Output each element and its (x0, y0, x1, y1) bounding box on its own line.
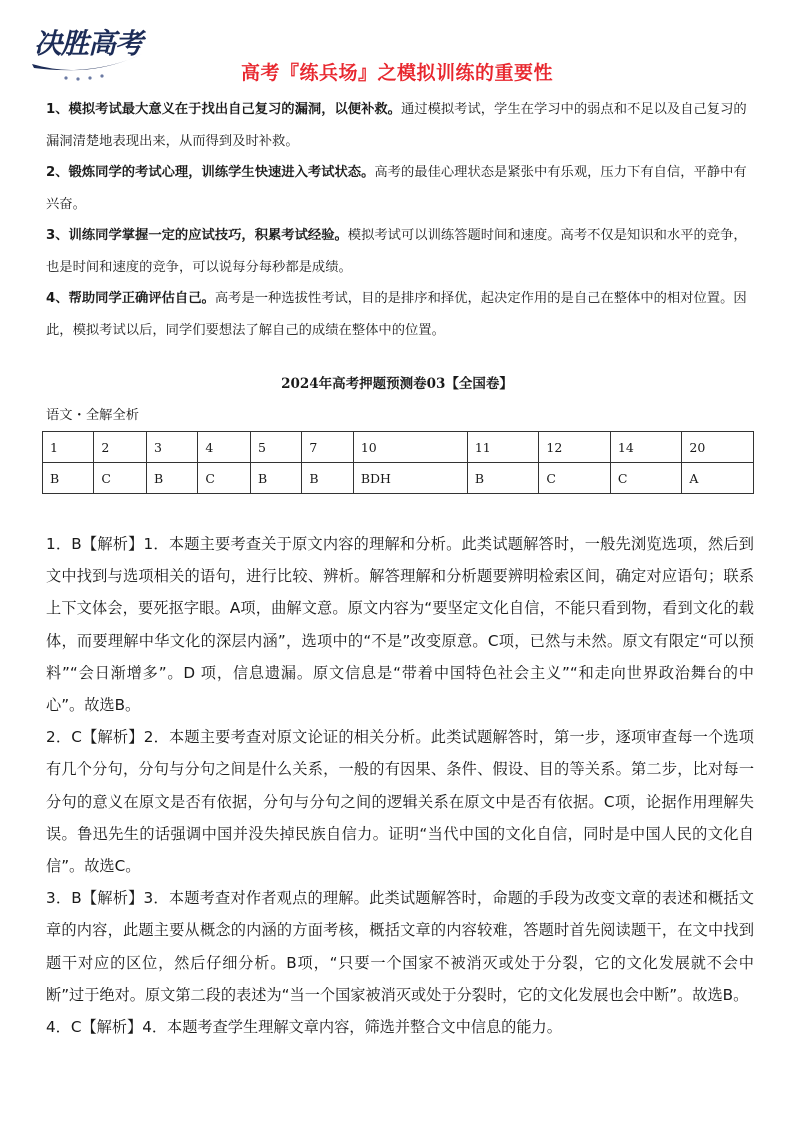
question-number-cell: 4 (198, 432, 251, 463)
question-number-cell: 14 (610, 432, 682, 463)
answer-key-row (43, 463, 754, 494)
analysis-paragraph: 1．B【解析】1．本题主要考查关于原文内容的理解和分析。此类试题解答时，一般先浏览选项，然后到文中找到与选项相关的语句，进行比较、辨析。解答理解和分析题要辨明检索区间，确定对应语句；联系上下文体会，要死抠字眼。A项，曲解文意。原文内容为“要坚定文化自信，不能只看到物，看到文化的载体，而要理解中华文化的深层内涵”，选项中的“不是”改变原意。C项，已然与未然。原文有限定“可以预料”“会日渐增多”。D 项，信息遗漏。原文信息是“带着中国特色社会主义”“和走向世界政治舞台的中心”。故选B。 (46, 535, 754, 715)
paper-title: 2024年高考押题预测卷03【全国卷】 (281, 376, 513, 392)
intro-body: 模拟考试可以训练答题时间和速度。高考不仅是知识和水平的竞争，也是时间和速度的竞争，可以说每分每秒都是成绩。 (46, 228, 747, 275)
answer-key-cell: B (467, 463, 539, 494)
question-number-cell: 10 (353, 432, 467, 463)
answer-key-cell: B (147, 463, 198, 494)
analysis-paragraph: 3．B【解析】3．本题考查对作者观点的理解。此类试题解答时，命题的手段为改变文章的表述和概括文章的内容，此题主要从概念的内涵的方面考核，概括文章的内容较难，答题时首先阅读题干，在文中找到题干对应的区位，然后仔细分析。B项，“只要一个国家不被消灭或处于分裂，它的文化发展就不会中断”过于绝对。原文第二段的表述为“当一个国家被消灭或处于分裂时，它的文化发展也会中断”。故选B。 (46, 889, 754, 1004)
intro-body: 高考的最佳心理状态是紧张中有乐观，压力下有自信，平静中有兴奋。 (46, 165, 747, 212)
question-number-cell: 1 (43, 432, 94, 463)
question-number-cell: 11 (467, 432, 539, 463)
question-number-cell: 2 (94, 432, 147, 463)
answer-key-cell: C (94, 463, 147, 494)
question-number-cell: 7 (302, 432, 353, 463)
answer-key-cell: BDH (353, 463, 467, 494)
answer-key-cell: C (610, 463, 682, 494)
intro-body: 高考是一种选拔性考试，目的是排序和择优，起决定作用的是自己在整体中的相对位置。因此，模拟考试以后，同学们要想法了解自己的成绩在整体中的位置。 (46, 291, 747, 338)
intro-paragraph (46, 157, 752, 220)
answer-key-cell: B (43, 463, 94, 494)
page-title: 高考『练兵场』之模拟训练的重要性 (240, 62, 553, 84)
intro-paragraph (46, 220, 752, 283)
intro-heading: 1、模拟考试最大意义在于找出自己复习的漏洞，以便补救。 (46, 102, 401, 117)
question-number-row (43, 432, 754, 463)
answer-key-cell: B (251, 463, 302, 494)
analysis-paragraph: 4．C【解析】4．本题考查学生理解文章内容，筛选并整合文中信息的能力。 (46, 1018, 562, 1037)
question-number-cell: 3 (147, 432, 198, 463)
analysis-paragraph: 2．C【解析】2．本题主要考查对原文论证的相关分析。此类试题解答时，第一步，逐项审查每一个选项有几个分句，分句与分句之间是什么关系，一般的有因果、条件、假设、目的等关系。第二步，比对每一分句的意义在原文是否有依据，分句与分句之间的逻辑关系在原文中是否有依据。C项，论据作用理解失误。鲁迅先生的话强调中国并没失掉民族自信力。证明“当代中国的文化自信，同时是中国人民的文化自信”。故选C。 (46, 728, 754, 876)
intro-heading: 4、帮助同学正确评估自己。 (46, 291, 215, 306)
answer-key-cell: B (302, 463, 353, 494)
question-number-cell: 12 (539, 432, 611, 463)
intro-paragraph (46, 94, 752, 157)
logo-text: 决胜高考 (34, 27, 143, 60)
answer-key-cell: C (539, 463, 611, 494)
analysis-section (46, 528, 754, 1043)
subject-label: 语文・全解全析 (46, 408, 140, 423)
intro-heading: 2、锻炼同学的考试心理，训练学生快速进入考试状态。 (46, 165, 375, 180)
intro-paragraph (46, 283, 752, 346)
question-number-cell: 20 (682, 432, 754, 463)
intro-section (46, 94, 752, 346)
answer-table (42, 431, 754, 494)
answer-key-cell: C (198, 463, 251, 494)
answer-key-cell: A (682, 463, 754, 494)
intro-body: 通过模拟考试，学生在学习中的弱点和不足以及自己复习的漏洞清楚地表现出来，从而得到及时补救。 (46, 102, 747, 149)
intro-heading: 3、训练同学掌握一定的应试技巧，积累考试经验。 (46, 228, 348, 243)
question-number-cell: 5 (251, 432, 302, 463)
